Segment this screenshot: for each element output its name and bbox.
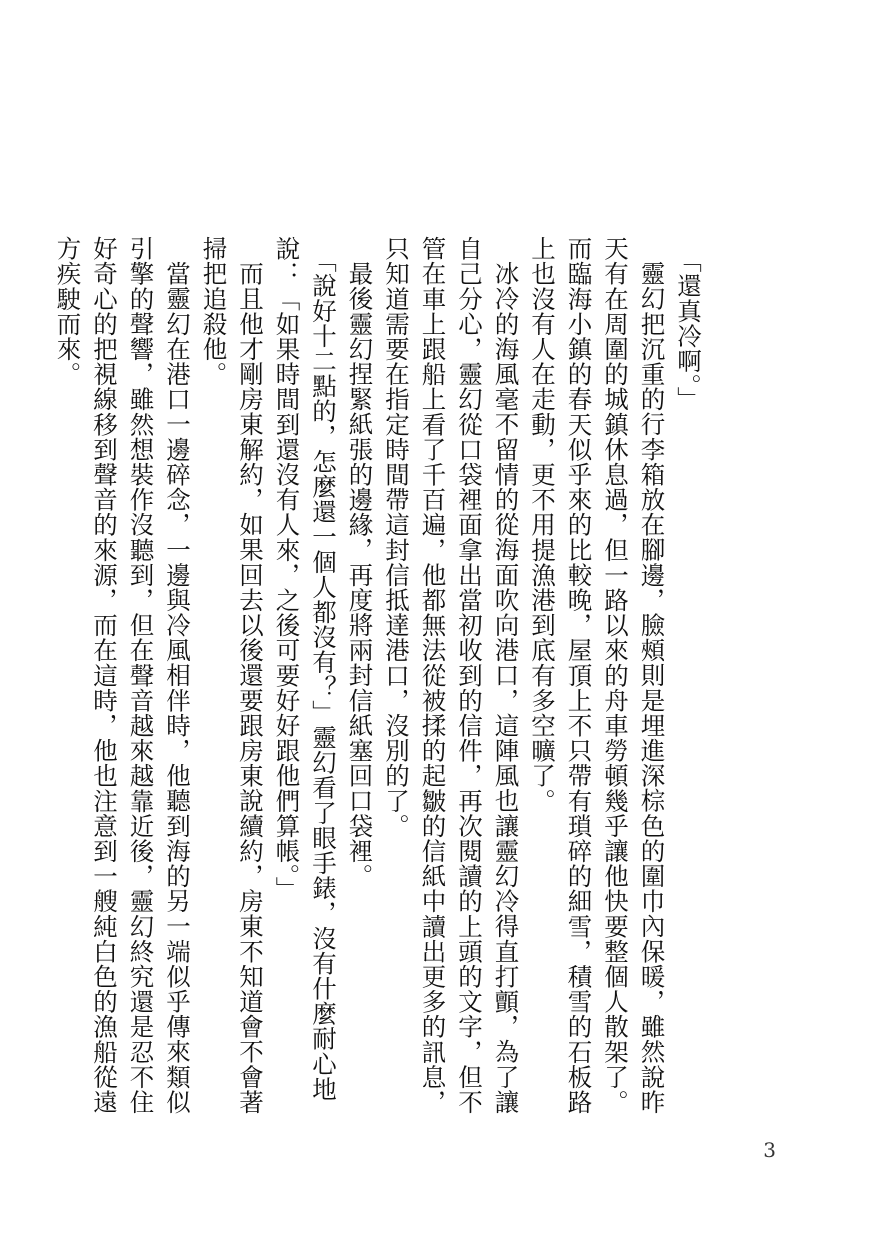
- paragraph-7: 當靈幻在港口一邊碎念，一邊與冷風相伴時，他聽到海的另一端似乎傳來類似引擎的聲響，雖然想裝作沒聽到，但在聲音越來越靠近後，靈幻終究還是忍不住好奇心的把視線移到聲音的來源，而在這時，他也注意到一艘純白色的漁船從遠方疾駛而來。: [53, 236, 192, 1115]
- paragraph-6: 而且他才剛房東解約，如果回去以後還要跟房東說續約，房東不知道會不會著掃把追殺他。: [199, 236, 265, 1114]
- paragraph-1: 「還真冷啊。」: [674, 248, 703, 412]
- paragraph-3: 冰冷的海風毫不留情的從海面吹向港口，這陣風也讓靈幻冷得直打顫，為了讓自己分心，靈幻從口袋裡面拿出當初收到的信件，再次閱讀的上頭的文字，但不管在車上跟船上看了千百遍，他都無法從被揉的起皺的信紙中讀出更多的訊息，只知道需要在指定時間帶這封信抵達港口，沒別的了。: [382, 236, 521, 1115]
- vertical-text-body: [53, 236, 706, 1116]
- paragraph-5: 「說好十二點的，怎麼還一個人都沒有？」靈幻看了眼手錶，沒有什麼耐心地說：「如果時間到還沒有人來，之後可要好好跟他們算帳。」: [272, 236, 338, 1102]
- paragraph-4: 最後靈幻捏緊紙張的邊緣，再度將兩封信紙塞回口袋裡。: [345, 260, 375, 888]
- paragraph-2: 靈幻把沉重的行李箱放在腳邊，臉頰則是埋進深棕色的圍巾內保暖，雖然說昨天有在周圍的城鎮休息過，但一路以來的舟車勞頓幾乎讓他快要整個人散架了。而臨海小鎮的春天似乎來的比較晚，屋頂上不只帶有瑣碎的細雪，積雪的石板路上也沒有人在走動，更不用提漁港到底有多空曠了。: [528, 236, 667, 1115]
- page-number: 3: [763, 1138, 776, 1162]
